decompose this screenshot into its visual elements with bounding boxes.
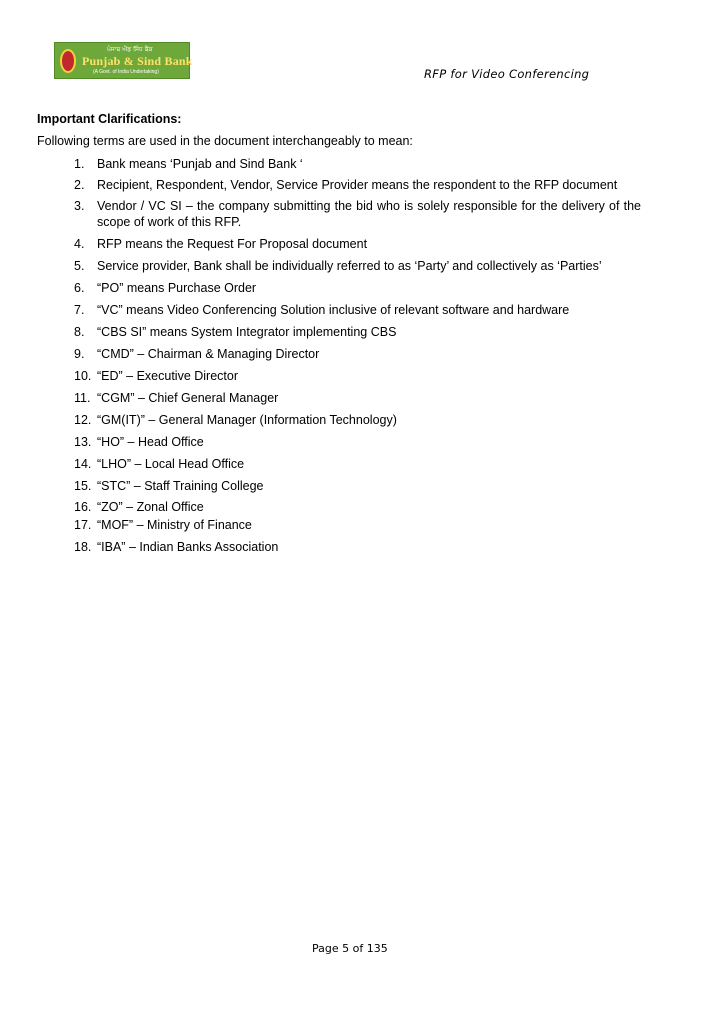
list-item-number: 2.: [74, 178, 85, 192]
document-header-title: RFP for Video Conferencing: [424, 67, 590, 81]
section-heading: Important Clarifications:: [37, 112, 182, 126]
list-item-number: 12.: [74, 413, 92, 427]
list-item-number: 15.: [74, 479, 92, 493]
list-item-text: “STC” – Staff Training College: [97, 479, 264, 493]
list-item-number: 16.: [74, 500, 92, 514]
list-item-number: 5.: [74, 259, 85, 273]
list-item-text: “LHO” – Local Head Office: [97, 457, 245, 471]
list-item-number: 17.: [74, 518, 92, 532]
list-item-text: “PO” means Purchase Order: [97, 281, 257, 295]
list-item-text: “HO” – Head Office: [97, 435, 204, 449]
bank-logo: [54, 42, 193, 79]
list-item-number: 6.: [74, 281, 85, 295]
list-item-text: Vendor / VC SI – the company submitting the bid who is solely responsible for the delivery of the scope of work of this RFP.: [97, 199, 641, 229]
list-item-text: “MOF” – Ministry of Finance: [97, 518, 252, 532]
logo-bank-name: Punjab & Sind Bank: [82, 54, 193, 68]
logo-tagline: (A Govt. of India Undertaking): [93, 69, 159, 75]
list-item-text: Bank means ‘Punjab and Sind Bank ‘: [97, 157, 303, 171]
bank-emblem-icon: [60, 49, 76, 73]
list-item-number: 7.: [74, 303, 85, 317]
list-item-number: 8.: [74, 325, 85, 339]
page-number: Page 5 of 135: [312, 942, 388, 955]
list-item-number: 11.: [74, 391, 91, 405]
section-intro: Following terms are used in the document interchangeably to mean:: [37, 134, 413, 148]
list-item-number: 1.: [74, 157, 85, 171]
list-item-number: 3.: [74, 199, 85, 213]
list-item-text: “CMD” – Chairman & Managing Director: [97, 347, 320, 361]
logo-script-text: ਪੰਜਾਬ ਐਂਡ ਸਿੰਧ ਬੈਂਕ: [107, 46, 153, 53]
list-item-text: “VC” means Video Conferencing Solution inclusive of relevant software and hardware: [97, 303, 570, 317]
list-item-number: 10.: [74, 369, 92, 383]
list-item-text: RFP means the Request For Proposal document: [97, 237, 368, 251]
list-item-number: 14.: [74, 457, 92, 471]
list-item-text: “ED” – Executive Director: [97, 369, 239, 383]
list-item-text: Recipient, Respondent, Vendor, Service Provider means the respondent to the RFP document: [97, 178, 618, 192]
list-item-text: “CGM” – Chief General Manager: [97, 391, 279, 405]
list-item-number: 4.: [74, 237, 85, 251]
list-item-text: “ZO” – Zonal Office: [97, 500, 204, 514]
list-item-text: “CBS SI” means System Integrator implementing CBS: [97, 325, 397, 339]
list-item-text: Service provider, Bank shall be individually referred to as ‘Party’ and collectively as ‘Parties’: [97, 259, 602, 273]
list-item-text: “IBA” – Indian Banks Association: [97, 540, 279, 554]
list-item-number: 13.: [74, 435, 92, 449]
list-item-number: 18.: [74, 540, 92, 554]
list-item-number: 9.: [74, 347, 85, 361]
list-item-text: “GM(IT)” – General Manager (Information Technology): [97, 413, 397, 427]
